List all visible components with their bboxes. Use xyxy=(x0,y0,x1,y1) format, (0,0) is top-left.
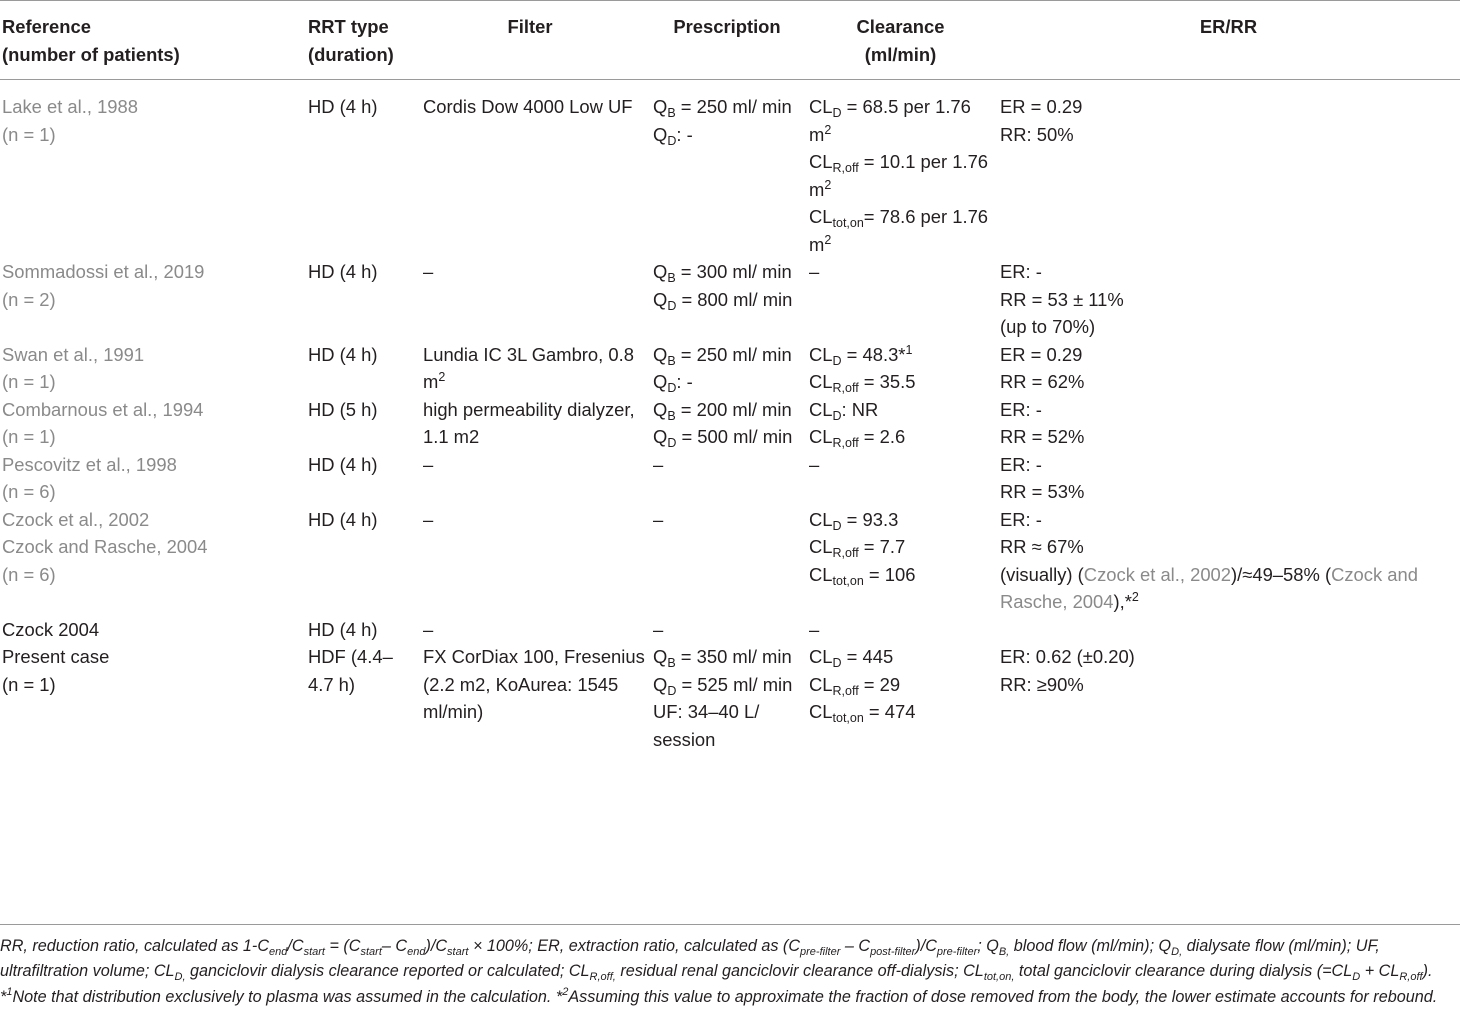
cell-line: $CL_{tot,on} = 474$ xyxy=(809,701,916,725)
rrt-type-cell xyxy=(302,258,410,341)
er-rr-cell xyxy=(997,506,1460,616)
cell-line: $CL_D$: NR xyxy=(809,398,879,423)
cell-line: $CL_{tot,on} = 106$ xyxy=(809,563,916,588)
cell-line: RR = 52% xyxy=(1000,426,1085,447)
clearance-cell xyxy=(804,258,997,341)
clearance-cell xyxy=(804,451,997,506)
reference-cell xyxy=(0,258,302,341)
cell-line: – xyxy=(423,261,434,282)
filter-cell xyxy=(410,258,650,341)
cell-line: ER: - xyxy=(1000,453,1042,475)
reference-cell xyxy=(0,616,302,644)
prescription-cell xyxy=(650,506,804,616)
cell-line: RR: ≥90% xyxy=(1000,673,1084,695)
cell-line: – xyxy=(423,508,434,530)
er-rr-cell xyxy=(997,643,1460,753)
cell-line: HD (4 h) xyxy=(308,508,378,530)
rrt-type-cell xyxy=(302,80,410,259)
rrt-type-cell xyxy=(302,341,410,396)
cell-line: Cordis Dow 4000 Low UF xyxy=(423,96,633,117)
reference-line: (n = 1) xyxy=(2,426,56,447)
table-row xyxy=(0,451,1460,506)
prescription-cell xyxy=(650,396,804,451)
cell-line: HD (4 h) xyxy=(308,343,378,365)
cell-line: $CL_{R,off} = 2.6$ xyxy=(809,426,906,450)
table-row xyxy=(0,616,1460,644)
clearance-cell xyxy=(804,341,997,396)
cell-line: HD (4 h) xyxy=(308,618,378,640)
reference-cell xyxy=(0,643,302,753)
citation-link[interactable]: Czock and Rasche, 2004 xyxy=(1000,563,1418,612)
cell-line: $Q_D$: - xyxy=(653,371,693,395)
cell-line: – xyxy=(653,618,664,640)
cell-line: $CL_{R,off} = 35.5$ xyxy=(809,371,916,395)
reference-line: (n = 1) xyxy=(2,123,56,145)
er-note-line: (visually) (Czock et al., 2002)/≈49–58% (Czock and Rasche, 2004),*$^2$ xyxy=(1000,563,1418,612)
cell-line: high permeability dialyzer, 1.1 m2 xyxy=(423,398,635,447)
prescription-cell xyxy=(650,643,804,753)
reference-line: (n = 6) xyxy=(2,481,56,502)
cell-line: RR ≈ 67% xyxy=(1000,536,1084,557)
cell-line: RR = 53 ± 11% xyxy=(1000,288,1124,310)
er-rr-cell xyxy=(997,396,1460,451)
cell-line: $Q_B = 350$ ml/ min xyxy=(653,646,792,670)
rrt-type-cell xyxy=(302,616,410,644)
cell-line: HD (4 h) xyxy=(308,453,378,475)
header-er-rr: ER/RR xyxy=(997,1,1460,80)
filter-cell xyxy=(410,506,650,616)
rrt-type-cell xyxy=(302,396,410,451)
cell-line: RR = 62% xyxy=(1000,371,1085,392)
filter-cell xyxy=(410,643,650,753)
reference-cell xyxy=(0,341,302,396)
cell-line: (up to 70%) xyxy=(1000,316,1096,337)
clearance-cell xyxy=(804,616,997,644)
cell-line: $CL_{R,off} = 7.7$ xyxy=(809,536,906,560)
cell-line: $Q_D = 525$ ml/ min xyxy=(653,673,793,698)
table-row xyxy=(0,396,1460,451)
er-rr-cell xyxy=(997,616,1460,644)
clearance-cell xyxy=(804,506,997,616)
reference-line: (n = 6) xyxy=(2,563,56,585)
rrt-type-cell xyxy=(302,506,410,616)
cell-line: – xyxy=(809,618,820,640)
cell-line: $Q_D = 800$ ml/ min xyxy=(653,288,793,313)
reference-line: Pescovitz et al., 1998 xyxy=(2,453,177,475)
prescription-cell xyxy=(650,451,804,506)
rrt-type-cell xyxy=(302,451,410,506)
citation-link[interactable]: Czock et al., 2002 xyxy=(1083,563,1232,585)
cell-line: RR: 50% xyxy=(1000,123,1074,145)
cell-line: $CL_D = 93.3$ xyxy=(809,508,899,533)
cell-line: – xyxy=(423,618,434,640)
cell-line: FX CorDiax 100, Fresenius xyxy=(423,646,645,667)
cell-line: – xyxy=(423,453,434,475)
cell-line: $CL_D = 68.5$ per 1.76 $m^2$ xyxy=(809,96,971,145)
reference-line: (n = 1) xyxy=(2,673,56,695)
prescription-cell xyxy=(650,80,804,259)
cell-line: $Q_B = 250$ ml/ min xyxy=(653,96,792,120)
cell-line: $CL_{R,off} = 10.1$ per 1.76 $m^2$ xyxy=(809,151,989,200)
cell-line: $CL_{R,off} = 29$ xyxy=(809,673,901,698)
filter-cell xyxy=(410,341,650,396)
clearance-cell xyxy=(804,80,997,259)
reference-cell xyxy=(0,506,302,616)
table-row xyxy=(0,643,1460,753)
cell-line: UF: 34–40 L/ session xyxy=(653,701,760,750)
header-filter: Filter xyxy=(410,1,650,80)
clearance-cell xyxy=(804,643,997,753)
cell-line: ER: - xyxy=(1000,261,1042,282)
reference-line: Sommadossi et al., 2019 xyxy=(2,261,205,282)
cell-line: $Q_D = 500$ ml/ min xyxy=(653,426,793,450)
table-row xyxy=(0,506,1460,616)
rrt-type-cell xyxy=(302,643,410,753)
cell-line: HDF (4.4–4.7 h) xyxy=(308,646,393,695)
cell-line: $Q_B = 300$ ml/ min xyxy=(653,261,792,285)
reference-line: Present case xyxy=(2,646,110,667)
er-rr-cell xyxy=(997,80,1460,259)
reference-line: Czock et al., 2002 xyxy=(2,508,150,530)
header-row xyxy=(0,1,1460,80)
header-prescription: Prescription xyxy=(650,1,804,80)
cell-line: $Q_D$: - xyxy=(653,123,693,148)
reference-cell xyxy=(0,451,302,506)
cell-line: HD (5 h) xyxy=(308,398,378,420)
table-body xyxy=(0,80,1460,754)
er-rr-cell xyxy=(997,258,1460,341)
cell-line: ER = 0.29 xyxy=(1000,343,1083,365)
reference-line: Czock 2004 xyxy=(2,618,100,640)
filter-cell xyxy=(410,451,650,506)
reference-cell xyxy=(0,80,302,259)
er-rr-cell xyxy=(997,451,1460,506)
header-clearance: Clearance (ml/min) xyxy=(804,1,997,80)
cell-line: – xyxy=(809,261,820,282)
cell-line: – xyxy=(653,453,664,475)
table-row xyxy=(0,258,1460,341)
cell-line: $Q_B = 200$ ml/ min xyxy=(653,398,792,423)
table-row xyxy=(0,80,1460,259)
cell-line: (2.2 m2, KoAurea: 1545 ml/min) xyxy=(423,673,619,722)
prescription-cell xyxy=(650,616,804,644)
cell-line: $CL_D = 445$ xyxy=(809,646,894,670)
filter-cell xyxy=(410,616,650,644)
cell-line: ER: - xyxy=(1000,398,1042,420)
cell-line: ER = 0.29 xyxy=(1000,96,1083,117)
cell-line: $CL_{tot,on}= 78.6$ per 1.76 $m^2$ xyxy=(809,206,989,255)
cell-line: ER: - xyxy=(1000,508,1042,530)
reference-line: Combarnous et al., 1994 xyxy=(2,398,204,420)
reference-cell xyxy=(0,396,302,451)
reference-line: Swan et al., 1991 xyxy=(2,343,145,365)
table-row xyxy=(0,341,1460,396)
cell-line: HD (4 h) xyxy=(308,261,378,282)
cell-line: – xyxy=(653,508,664,530)
table-footnote: RR, reduction ratio, calculated as $1-C_{end}/C_{start} = (C_{start}-$ $C_{end})/C_{start} \times 100\%$; ER, extraction ratio, calculated as $(C_{pre-filter} - C_{post-filter})/C_{pre-filter}$; $Q_{B,}$ blood flow (ml/min); $Q_{D,}$ dialysate flow (ml/min); UF, ultrafiltration volume; $CL_{D,}$ ganciclovir dialysis clearance reported or calculated; $CL_{R,off,}$ residual renal ganciclovir clearance off-dialysis; $CL_{tot,on,}$ total ganciclovir clearance during dialysis $(=CL_D + CL_{R,off})$. *$^1$Note that distribution exclusively to plasma was assumed in the calculation. *$^2$Assuming this value to approximate the fraction of dose removed from the body, the lower estimate accounts for rebound. xyxy=(0,924,1460,1010)
reference-line: (n = 2) xyxy=(2,288,56,310)
cell-line: $CL_D = 48.3*^1$ xyxy=(809,342,913,368)
header-rrt-type: RRT type (duration) xyxy=(302,1,410,80)
cell-line: – xyxy=(809,453,820,475)
cell-line: Lundia IC 3L Gambro, 0.8 $m^2$ xyxy=(423,343,634,392)
prescription-cell xyxy=(650,258,804,341)
cell-line: $Q_B = 250$ ml/ min xyxy=(653,343,792,368)
header-reference: Reference (number of patients) xyxy=(0,1,302,80)
filter-cell xyxy=(410,396,650,451)
cell-line: RR = 53% xyxy=(1000,481,1085,502)
cell-line: ER: 0.62 (±0.20) xyxy=(1000,646,1135,667)
reference-line: (n = 1) xyxy=(2,371,56,392)
prescription-cell xyxy=(650,341,804,396)
er-rr-cell xyxy=(997,341,1460,396)
clearance-cell xyxy=(804,396,997,451)
reference-line: Czock and Rasche, 2004 xyxy=(2,536,208,557)
cell-line: HD (4 h) xyxy=(308,96,378,117)
filter-cell xyxy=(410,80,650,259)
reference-line: Lake et al., 1988 xyxy=(2,96,138,117)
